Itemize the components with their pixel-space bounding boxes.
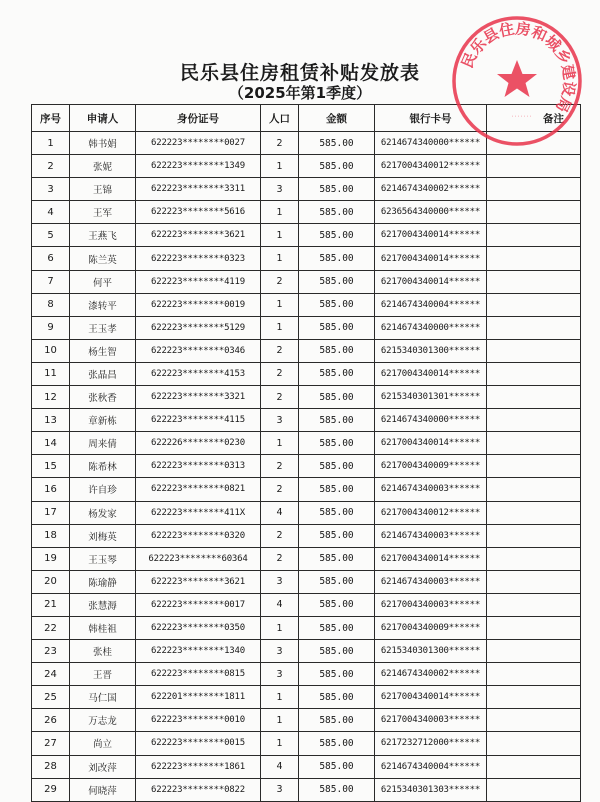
cell-applicant: 韩桂祖 <box>70 616 136 639</box>
cell-no: 3 <box>32 178 70 201</box>
cell-no: 13 <box>32 409 70 432</box>
cell-no: 7 <box>32 270 70 293</box>
cell-applicant: 周来倩 <box>70 432 136 455</box>
header-bank-card: 银行卡号 <box>375 105 487 132</box>
cell-no: 26 <box>32 709 70 732</box>
cell-bank-card: 6217004340014****** <box>375 224 487 247</box>
cell-population: 2 <box>261 478 299 501</box>
cell-id-number: 622223********0010 <box>136 709 261 732</box>
cell-amount: 585.00 <box>299 362 375 385</box>
cell-bank-card: 6236564340000****** <box>375 201 487 224</box>
cell-applicant: 韩书娟 <box>70 132 136 155</box>
cell-amount: 585.00 <box>299 247 375 270</box>
cell-id-number: 622223********3621 <box>136 570 261 593</box>
cell-population: 2 <box>261 524 299 547</box>
cell-no: 12 <box>32 386 70 409</box>
cell-remarks <box>487 501 581 524</box>
cell-population: 4 <box>261 593 299 616</box>
cell-no: 21 <box>32 593 70 616</box>
cell-population: 1 <box>261 155 299 178</box>
seal-text: 民乐县住房和城乡建设局 <box>458 19 579 116</box>
cell-applicant: 张慧溽 <box>70 593 136 616</box>
cell-amount: 585.00 <box>299 132 375 155</box>
cell-amount: 585.00 <box>299 155 375 178</box>
cell-bank-card: 6217004340009****** <box>375 616 487 639</box>
cell-applicant: 王燕飞 <box>70 224 136 247</box>
cell-remarks <box>487 155 581 178</box>
cell-amount: 585.00 <box>299 293 375 316</box>
cell-no: 18 <box>32 524 70 547</box>
cell-population: 2 <box>261 362 299 385</box>
cell-amount: 585.00 <box>299 755 375 778</box>
cell-remarks <box>487 132 581 155</box>
cell-amount: 585.00 <box>299 316 375 339</box>
cell-remarks <box>487 201 581 224</box>
cell-remarks <box>487 478 581 501</box>
cell-bank-card: 6217004340014****** <box>375 547 487 570</box>
cell-no: 16 <box>32 478 70 501</box>
cell-applicant: 张桂 <box>70 640 136 663</box>
cell-remarks <box>487 755 581 778</box>
cell-no: 28 <box>32 755 70 778</box>
cell-id-number: 622223********5616 <box>136 201 261 224</box>
cell-bank-card: 6217004340014****** <box>375 247 487 270</box>
cell-bank-card: 6217004340003****** <box>375 709 487 732</box>
cell-id-number: 622223********3321 <box>136 386 261 409</box>
cell-remarks <box>487 686 581 709</box>
cell-bank-card: 6214674340000****** <box>375 409 487 432</box>
cell-applicant: 王军 <box>70 201 136 224</box>
cell-remarks <box>487 778 581 801</box>
table-row <box>32 524 581 547</box>
table-row <box>32 709 581 732</box>
cell-applicant: 王锦 <box>70 178 136 201</box>
table-row <box>32 339 581 362</box>
cell-population: 3 <box>261 409 299 432</box>
cell-remarks <box>487 339 581 362</box>
cell-amount: 585.00 <box>299 547 375 570</box>
cell-amount: 585.00 <box>299 201 375 224</box>
cell-id-number: 622223********1340 <box>136 640 261 663</box>
cell-no: 17 <box>32 501 70 524</box>
cell-applicant: 刘改萍 <box>70 755 136 778</box>
cell-remarks <box>487 293 581 316</box>
cell-amount: 585.00 <box>299 663 375 686</box>
subsidy-table <box>31 104 581 802</box>
cell-bank-card: 6217004340012****** <box>375 501 487 524</box>
cell-no: 20 <box>32 570 70 593</box>
cell-bank-card: 6215340301300****** <box>375 339 487 362</box>
cell-remarks <box>487 224 581 247</box>
cell-no: 29 <box>32 778 70 801</box>
cell-population: 3 <box>261 178 299 201</box>
cell-applicant: 章新栋 <box>70 409 136 432</box>
cell-id-number: 622223********0015 <box>136 732 261 755</box>
cell-id-number: 622223********0821 <box>136 478 261 501</box>
cell-bank-card: 6217004340014****** <box>375 270 487 293</box>
cell-population: 1 <box>261 432 299 455</box>
table-row <box>32 386 581 409</box>
header-no: 序号 <box>32 105 70 132</box>
table-body <box>32 132 581 802</box>
cell-remarks <box>487 570 581 593</box>
cell-no: 25 <box>32 686 70 709</box>
table-row <box>32 663 581 686</box>
cell-population: 1 <box>261 732 299 755</box>
cell-population: 1 <box>261 224 299 247</box>
cell-remarks <box>487 663 581 686</box>
header-applicant: 申请人 <box>70 105 136 132</box>
table-row <box>32 247 581 270</box>
cell-no: 9 <box>32 316 70 339</box>
header-amount: 金额 <box>299 105 375 132</box>
table-row <box>32 132 581 155</box>
cell-id-number: 622223********1349 <box>136 155 261 178</box>
cell-remarks <box>487 432 581 455</box>
cell-applicant: 王玉琴 <box>70 547 136 570</box>
cell-remarks <box>487 455 581 478</box>
cell-id-number: 622223********0313 <box>136 455 261 478</box>
cell-amount: 585.00 <box>299 224 375 247</box>
cell-population: 1 <box>261 247 299 270</box>
table-row <box>32 293 581 316</box>
cell-id-number: 622223********0822 <box>136 778 261 801</box>
cell-remarks <box>487 616 581 639</box>
cell-no: 27 <box>32 732 70 755</box>
cell-amount: 585.00 <box>299 432 375 455</box>
cell-applicant: 陈希林 <box>70 455 136 478</box>
cell-bank-card: 6215340301303****** <box>375 778 487 801</box>
cell-id-number: 622223********0017 <box>136 593 261 616</box>
cell-remarks <box>487 640 581 663</box>
table-row <box>32 478 581 501</box>
cell-remarks <box>487 732 581 755</box>
cell-id-number: 622223********0815 <box>136 663 261 686</box>
cell-applicant: 何晓萍 <box>70 778 136 801</box>
cell-id-number: 622226********0230 <box>136 432 261 455</box>
cell-applicant: 许自珍 <box>70 478 136 501</box>
table-row <box>32 155 581 178</box>
cell-bank-card: 6217004340009****** <box>375 455 487 478</box>
table-row <box>32 362 581 385</box>
cell-bank-card: 6215340301300****** <box>375 640 487 663</box>
cell-population: 1 <box>261 293 299 316</box>
cell-amount: 585.00 <box>299 732 375 755</box>
cell-amount: 585.00 <box>299 409 375 432</box>
cell-no: 23 <box>32 640 70 663</box>
svg-text:·······: ······· <box>511 114 533 120</box>
table-row <box>32 732 581 755</box>
cell-id-number: 622223********0027 <box>136 132 261 155</box>
cell-population: 3 <box>261 640 299 663</box>
cell-bank-card: 6217004340014****** <box>375 432 487 455</box>
cell-population: 2 <box>261 132 299 155</box>
cell-no: 4 <box>32 201 70 224</box>
cell-remarks <box>487 178 581 201</box>
cell-bank-card: 6217004340014****** <box>375 686 487 709</box>
cell-no: 19 <box>32 547 70 570</box>
cell-amount: 585.00 <box>299 478 375 501</box>
table-header-row <box>32 105 581 132</box>
cell-amount: 585.00 <box>299 709 375 732</box>
cell-id-number: 622223********4119 <box>136 270 261 293</box>
table-row <box>32 778 581 801</box>
cell-remarks <box>487 247 581 270</box>
cell-no: 8 <box>32 293 70 316</box>
cell-applicant: 王玉孝 <box>70 316 136 339</box>
cell-population: 1 <box>261 201 299 224</box>
cell-bank-card: 6214674340004****** <box>375 755 487 778</box>
cell-id-number: 622223********1861 <box>136 755 261 778</box>
cell-amount: 585.00 <box>299 339 375 362</box>
header-id-number: 身份证号 <box>136 105 261 132</box>
cell-no: 2 <box>32 155 70 178</box>
cell-bank-card: 6217004340014****** <box>375 362 487 385</box>
cell-no: 24 <box>32 663 70 686</box>
table-row <box>32 270 581 293</box>
cell-applicant: 杨发家 <box>70 501 136 524</box>
cell-amount: 585.00 <box>299 386 375 409</box>
cell-applicant: 万志龙 <box>70 709 136 732</box>
table-row <box>32 316 581 339</box>
cell-amount: 585.00 <box>299 524 375 547</box>
table-row <box>32 755 581 778</box>
cell-remarks <box>487 386 581 409</box>
cell-applicant: 尚立 <box>70 732 136 755</box>
cell-id-number: 622223********0320 <box>136 524 261 547</box>
table-row <box>32 432 581 455</box>
cell-population: 3 <box>261 570 299 593</box>
cell-id-number: 622223********411X <box>136 501 261 524</box>
table-row <box>32 224 581 247</box>
cell-remarks <box>487 270 581 293</box>
table-row <box>32 547 581 570</box>
cell-population: 1 <box>261 709 299 732</box>
cell-amount: 585.00 <box>299 455 375 478</box>
cell-id-number: 622223********3311 <box>136 178 261 201</box>
cell-remarks <box>487 362 581 385</box>
cell-amount: 585.00 <box>299 570 375 593</box>
cell-no: 15 <box>32 455 70 478</box>
cell-amount: 585.00 <box>299 501 375 524</box>
cell-applicant: 张秋香 <box>70 386 136 409</box>
cell-population: 2 <box>261 386 299 409</box>
cell-no: 14 <box>32 432 70 455</box>
document-subtitle: （2025年第1季度） <box>228 84 372 102</box>
cell-id-number: 622223********5129 <box>136 316 261 339</box>
cell-no: 6 <box>32 247 70 270</box>
cell-bank-card: 6214674340002****** <box>375 178 487 201</box>
cell-applicant: 刘梅英 <box>70 524 136 547</box>
table-row <box>32 409 581 432</box>
cell-bank-card: 6217004340012****** <box>375 155 487 178</box>
cell-id-number: 622223********0323 <box>136 247 261 270</box>
cell-population: 4 <box>261 501 299 524</box>
document-title: 民乐县住房租赁补贴发放表 <box>179 62 420 84</box>
cell-no: 22 <box>32 616 70 639</box>
table-row <box>32 501 581 524</box>
cell-bank-card: 6215340301301****** <box>375 386 487 409</box>
table-row <box>32 201 581 224</box>
cell-remarks <box>487 409 581 432</box>
cell-bank-card: 6214674340004****** <box>375 293 487 316</box>
cell-id-number: 622223********4153 <box>136 362 261 385</box>
cell-population: 1 <box>261 316 299 339</box>
cell-population: 2 <box>261 270 299 293</box>
cell-applicant: 马仁国 <box>70 686 136 709</box>
header-population: 人口 <box>261 105 299 132</box>
cell-population: 3 <box>261 663 299 686</box>
cell-id-number: 622223********0350 <box>136 616 261 639</box>
cell-applicant: 杨生智 <box>70 339 136 362</box>
table-row <box>32 570 581 593</box>
cell-remarks <box>487 316 581 339</box>
cell-id-number: 622223********3621 <box>136 224 261 247</box>
cell-remarks <box>487 709 581 732</box>
table-row <box>32 178 581 201</box>
header-remarks: 备注 <box>487 105 581 132</box>
table-row <box>32 593 581 616</box>
table-row <box>32 640 581 663</box>
cell-population: 1 <box>261 616 299 639</box>
cell-applicant: 何平 <box>70 270 136 293</box>
cell-applicant: 漆转平 <box>70 293 136 316</box>
table-row <box>32 455 581 478</box>
cell-amount: 585.00 <box>299 178 375 201</box>
cell-bank-card: 6214674340003****** <box>375 524 487 547</box>
cell-applicant: 陈瑜静 <box>70 570 136 593</box>
cell-population: 1 <box>261 686 299 709</box>
cell-bank-card: 6214674340003****** <box>375 478 487 501</box>
cell-amount: 585.00 <box>299 593 375 616</box>
cell-bank-card: 6214674340000****** <box>375 132 487 155</box>
cell-applicant: 张晶昌 <box>70 362 136 385</box>
cell-bank-card: 6217004340003****** <box>375 593 487 616</box>
cell-amount: 585.00 <box>299 270 375 293</box>
cell-id-number: 622201********1811 <box>136 686 261 709</box>
cell-remarks <box>487 593 581 616</box>
cell-population: 3 <box>261 778 299 801</box>
cell-no: 5 <box>32 224 70 247</box>
cell-population: 2 <box>261 339 299 362</box>
cell-id-number: 622223********4115 <box>136 409 261 432</box>
table-row <box>32 616 581 639</box>
cell-id-number: 622223********0019 <box>136 293 261 316</box>
cell-bank-card: 6214674340003****** <box>375 570 487 593</box>
cell-id-number: 622223********0346 <box>136 339 261 362</box>
cell-id-number: 622223********60364 <box>136 547 261 570</box>
cell-applicant: 王晋 <box>70 663 136 686</box>
cell-population: 2 <box>261 547 299 570</box>
cell-bank-card: 6214674340002****** <box>375 663 487 686</box>
cell-applicant: 陈兰英 <box>70 247 136 270</box>
cell-no: 11 <box>32 362 70 385</box>
cell-amount: 585.00 <box>299 778 375 801</box>
cell-applicant: 张妮 <box>70 155 136 178</box>
cell-population: 4 <box>261 755 299 778</box>
cell-bank-card: 6214674340000****** <box>375 316 487 339</box>
cell-remarks <box>487 547 581 570</box>
cell-population: 2 <box>261 455 299 478</box>
cell-remarks <box>487 524 581 547</box>
cell-no: 1 <box>32 132 70 155</box>
cell-bank-card: 6217232712000****** <box>375 732 487 755</box>
cell-amount: 585.00 <box>299 686 375 709</box>
cell-no: 10 <box>32 339 70 362</box>
cell-amount: 585.00 <box>299 616 375 639</box>
table-row <box>32 686 581 709</box>
cell-amount: 585.00 <box>299 640 375 663</box>
